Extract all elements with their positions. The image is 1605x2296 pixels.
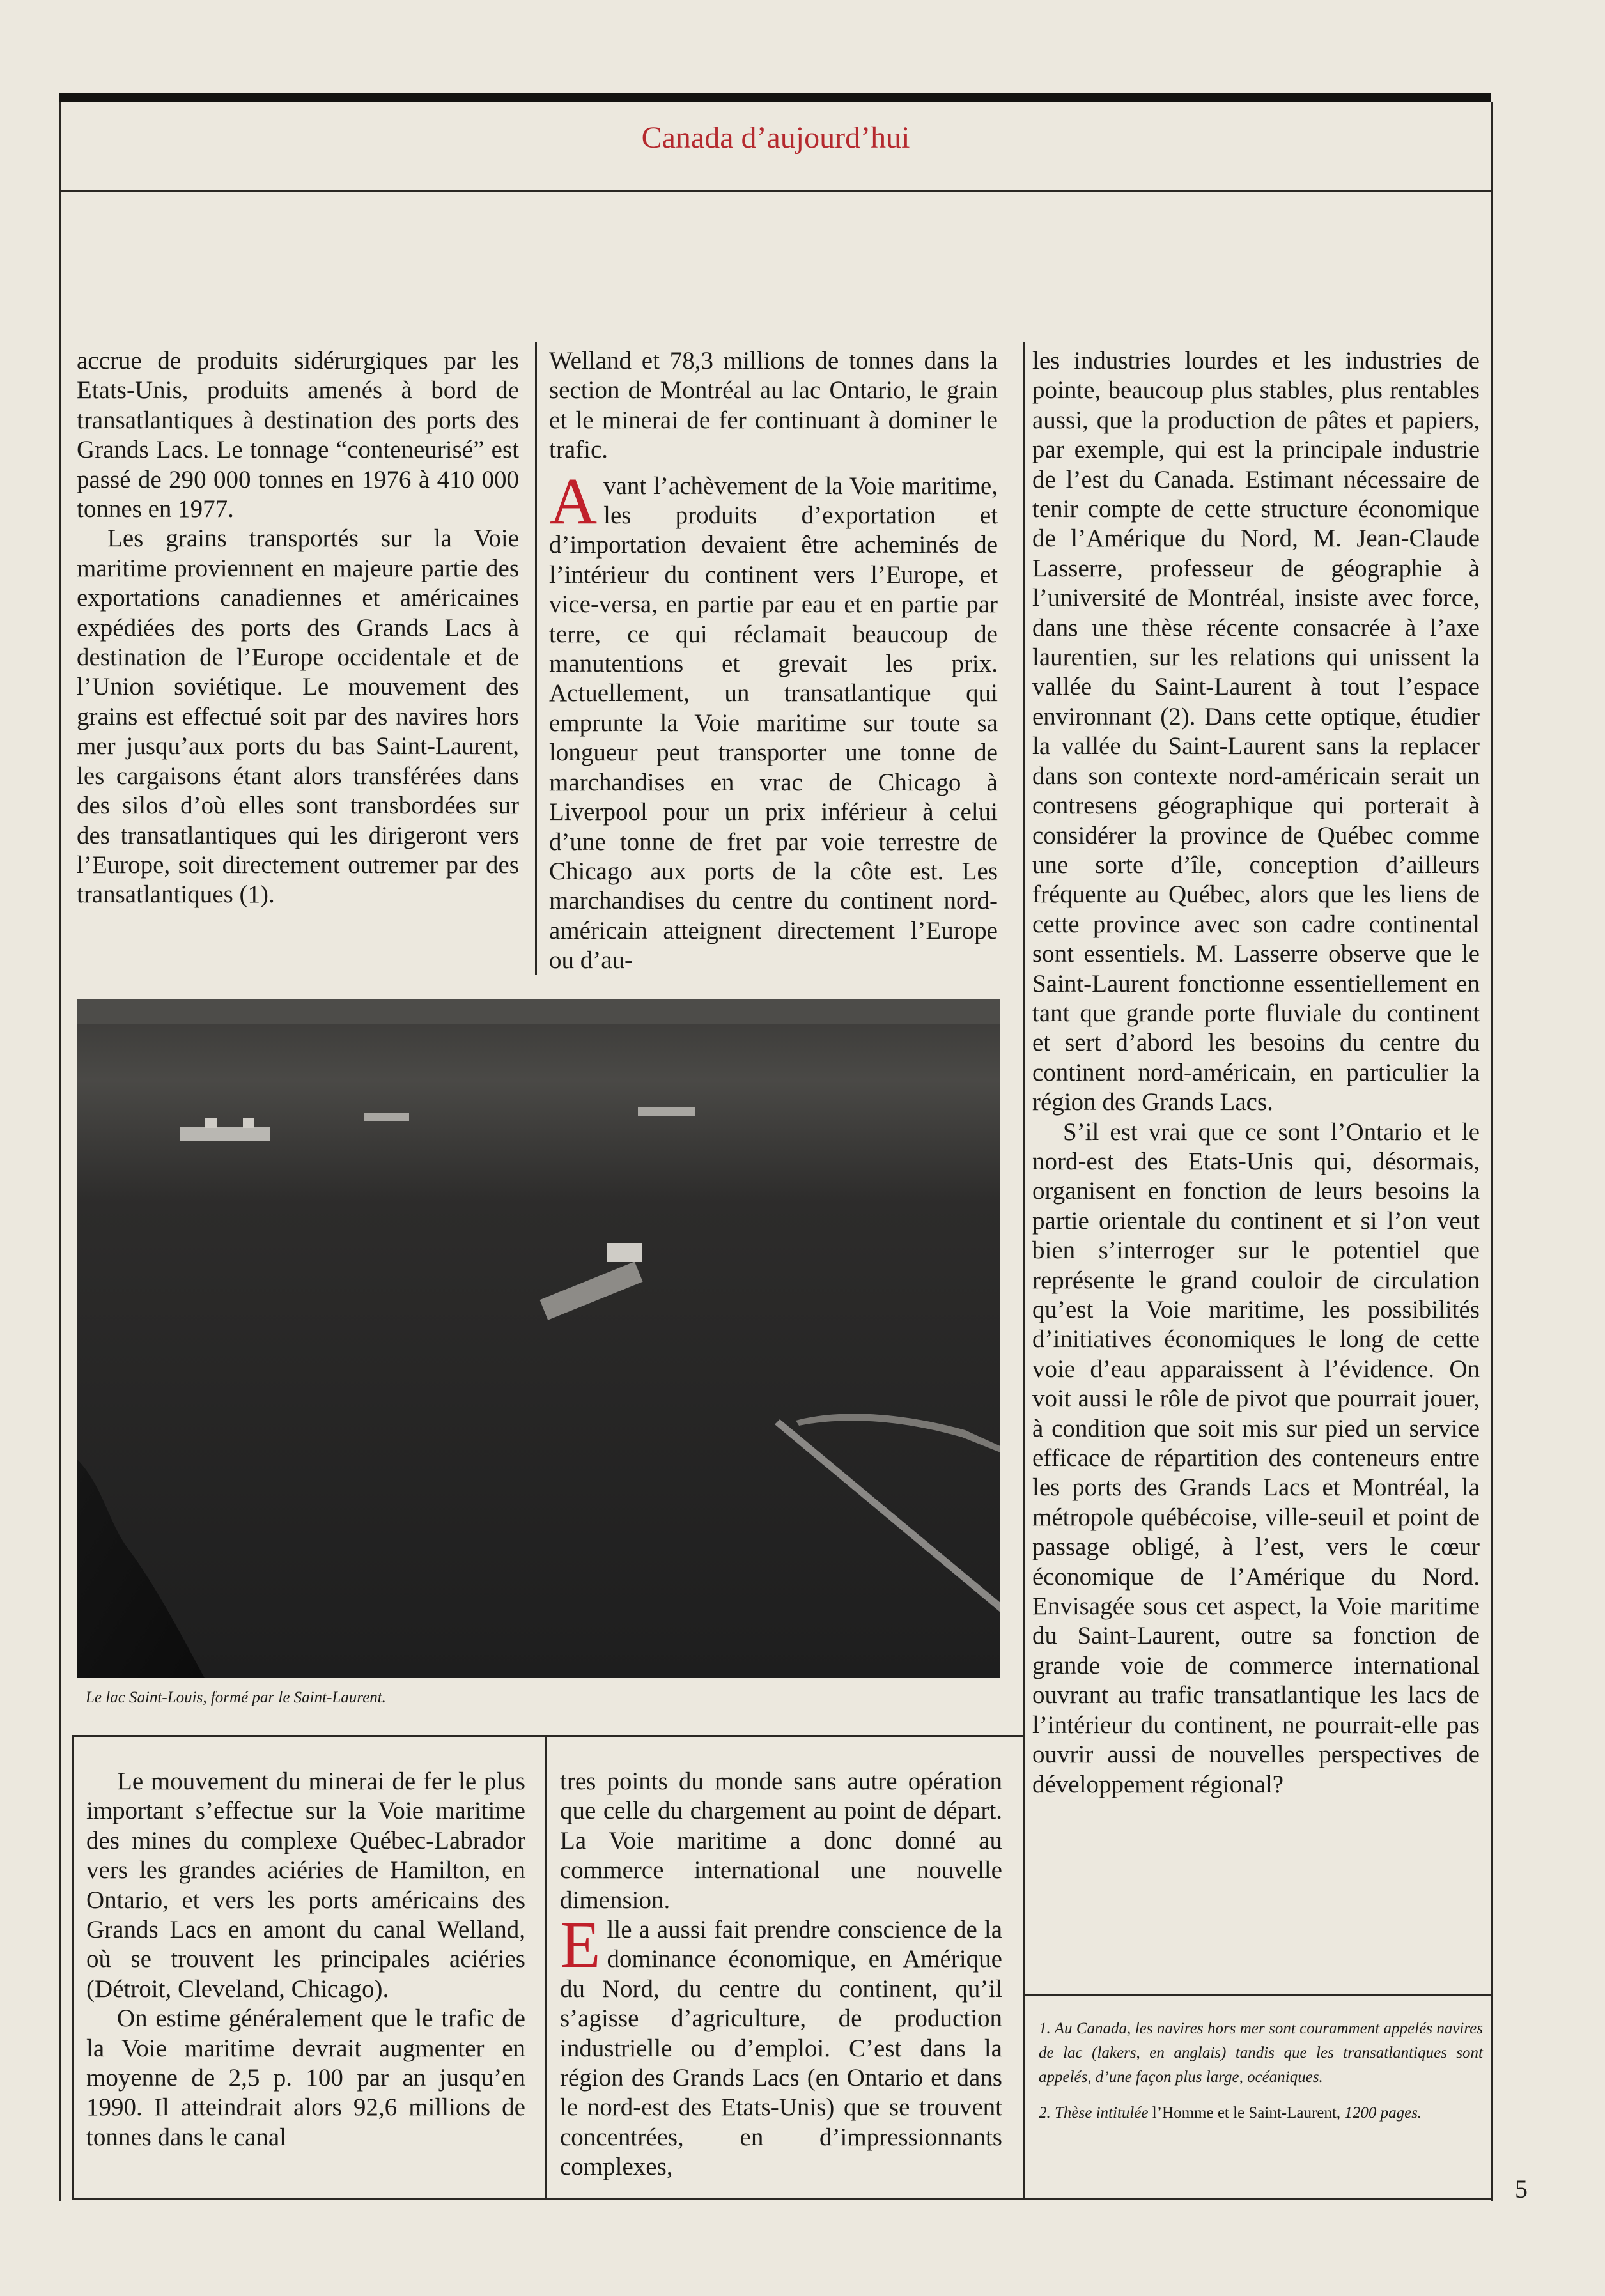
footnote-2-label: 2. Thèse intitulée — [1039, 2104, 1149, 2122]
paragraph: tres points du monde sans autre opération que celle du chargement au point de départ. La Voie maritime a donc donné au commerce international une nouvelle dimension. — [560, 1768, 1002, 1914]
frame-right-line — [1491, 102, 1493, 2201]
paragraph: Welland et 78,3 millions de tonnes dans la section de Montréal au lac Ontario, le grain et le minerai de fer continuant à dominer le trafic. — [549, 347, 998, 464]
frame-left-line — [59, 102, 61, 2201]
photo-caption: Le lac Saint-Louis, formé par le Saint-Laurent. — [86, 1689, 386, 1706]
paragraph-text: lle a aussi fait prendre conscience de la dominance économique, en Amérique du Nord, du centre du continent, qu’il s’agisse d’agriculture, de production industrielle ou d’emploi. C’est dans la région des Grands Lacs (en Ontario et dans le nord-est des Etats-Unis) que se trouvent concentrées, en d’impressionnants complexes, — [560, 1916, 1002, 2181]
lake-photo-image — [77, 999, 1000, 1678]
paragraph: les industries lourdes et les industries de pointe, beaucoup plus stables, plus rentables aussi, que la production de pâtes et papiers, par exemple, qui est la principale industrie de l’est du Canada. Estimant nécessaire de tenir compte de cette structure économique de l’Amérique du Nord, M. Jean-Claude Lasserre, professeur de géographie à l’université de Montréal, insiste avec force, dans une thèse récente consacrée à l’axe laurentien, sur les relations qui unissent la vallée du Saint-Laurent à tout l’espace environnant (2). Dans cette optique, étudier la vallée du Saint-Laurent sans la replacer dans son contexte nord-américain serait un contresens géographique qui porterait à considérer la province de Québec comme une sorte d’île, conception d’ailleurs fréquente au Québec, alors que les liens de cette province avec son cadre continental sont essentiels. M. Lasserre observe que le Saint-Laurent fonctionne essentiellement en tant que grande porte fluviale du continent et sert d’abord les besoins du centre du continent nord-américain, en particulier la région des Grands Lacs. — [1032, 347, 1480, 1116]
paragraph: S’il est vrai que ce sont l’Ontario et le nord-est des Etats-Unis qui, désormais, organisent en fonction de leurs besoins la partie orientale du continent et si l’on veut bien s’interroger sur le potentiel que représente le grand couloir de circulation qu’est la Voie maritime, les possibilités d’initiatives économiques le long de cette voie d’eau apparaissent à l’évidence. On voit aussi le rôle de pivot que pourrait jouer, à condition que soit mis sur pied un service efficace de répartition des conteneurs entre les ports des Grands Lacs et Montréal, la métropole québécoise, ville-seuil et point de passage obligé, à l’est, vers le cœur économique de l’Amérique du Nord. Envisagée sous cet aspect, la Voie maritime du Saint-Laurent, outre sa fonction de grande voie de commerce international ouvrant au trafic transatlantique les lacs de l’intérieur du continent, ne pourrait-elle pas ouvrir aussi de nouvelles perspectives de développement régional? — [1032, 1118, 1480, 1798]
paragraph-text: vant l’achèvement de la Voie maritime, les produits d’exportation et d’importation devaient être acheminés de l’intérieur du continent vers l’Europe, et vice-versa, en partie par eau et en partie par terre, ce qui réclamait beaucoup de manutentions et grevait les prix. Actuellement, un transatlantique qui emprunte la Voie maritime sur toute sa longueur peut transporter une tonne de marchandises en vrac de Chicago à Liverpool pour un prix inférieur à celui d’une tonne de fret par voie terrestre de Chicago aux ports de la côte est. Les marchandises du centre du continent nord-américain atteignent directement l’Europe ou d’au- — [549, 472, 998, 975]
drop-cap: A — [549, 464, 598, 538]
column-1-top — [77, 346, 519, 910]
footnote-2-title: l’Homme et le Saint-Laurent, — [1152, 2104, 1341, 2122]
bottom-section-top-rule — [72, 1735, 1025, 1737]
header-title: Canada d’aujourd’hui — [641, 121, 910, 155]
footnote-1: 1. Au Canada, les navires hors mer sont couramment appelés navires de lac (lakers, en anglais) tandis que les transatlantiques sont appelés, d’une façon plus large, océaniques. — [1039, 2020, 1483, 2086]
page-number: 5 — [1515, 2175, 1528, 2203]
col-divider-bottom — [545, 1737, 547, 2198]
paragraph: Les grains transportés sur la Voie maritime proviennent en majeure partie des exportations canadiennes et américaines expédiées des ports des Grands Lacs à destination de l’Europe occidentale et de l’Union soviétique. Le mouvement des grains est effectué soit par des navires hors mer jusqu’aux ports du bas Saint-Laurent, les cargaisons étant alors transférées dans des silos d’où elles sont transbordées sur des transatlantiques qui les dirigeront vers l’Europe, soit directement outremer par des transatlantiques (1). — [77, 525, 519, 909]
footnote-2-pages: 1200 pages. — [1344, 2104, 1422, 2122]
bottom-frame-rule — [1023, 2198, 1493, 2200]
column-1-bottom — [86, 1767, 525, 2152]
bottom-section-bottom-rule — [72, 2198, 1025, 2200]
header-bottom-rule — [59, 190, 1493, 192]
top-thick-rule — [59, 93, 1491, 102]
col-divider-right — [1023, 342, 1025, 2198]
col-divider-top — [535, 342, 537, 975]
footnote-top-rule — [1023, 1994, 1491, 1996]
bottom-left-line — [72, 1735, 74, 2200]
footnote-2 — [1039, 2101, 1483, 2125]
paragraph: Le mouvement du minerai de fer le plus important s’effectue sur la Voie maritime des mines du complexe Québec-Labrador vers les grandes aciéries de Hamilton, en Ontario, et vers les ports américains des Grands Lacs en amont du canal Welland, où se trouvent les principales aciéries (Détroit, Cleveland, Chicago). — [86, 1768, 525, 2003]
drop-cap: E — [560, 1908, 601, 1982]
paragraph — [560, 1908, 1002, 2182]
column-3 — [1032, 346, 1480, 1799]
column-2-bottom — [560, 1767, 1002, 2182]
paragraph: accrue de produits sidérurgiques par les Etats-Unis, produits amenés à bord de transatlantiques à destination des ports des Grands Lacs. Le tonnage “conteneurisé” est passé de 290 000 tonnes en 1976 à 410 000 tonnes en 1977. — [77, 347, 519, 523]
paragraph: On estime généralement que le trafic de la Voie maritime devrait augmenter en moyenne de 2,5 p. 100 par an jusqu’en 1990. Il atteindrait alors 92,6 millions de tonnes dans le canal — [86, 2005, 525, 2151]
footnotes — [1039, 2017, 1483, 2137]
lake-photo — [77, 999, 1000, 1678]
page-header — [61, 120, 1491, 165]
paragraph — [549, 464, 998, 976]
column-2-top — [549, 346, 998, 976]
